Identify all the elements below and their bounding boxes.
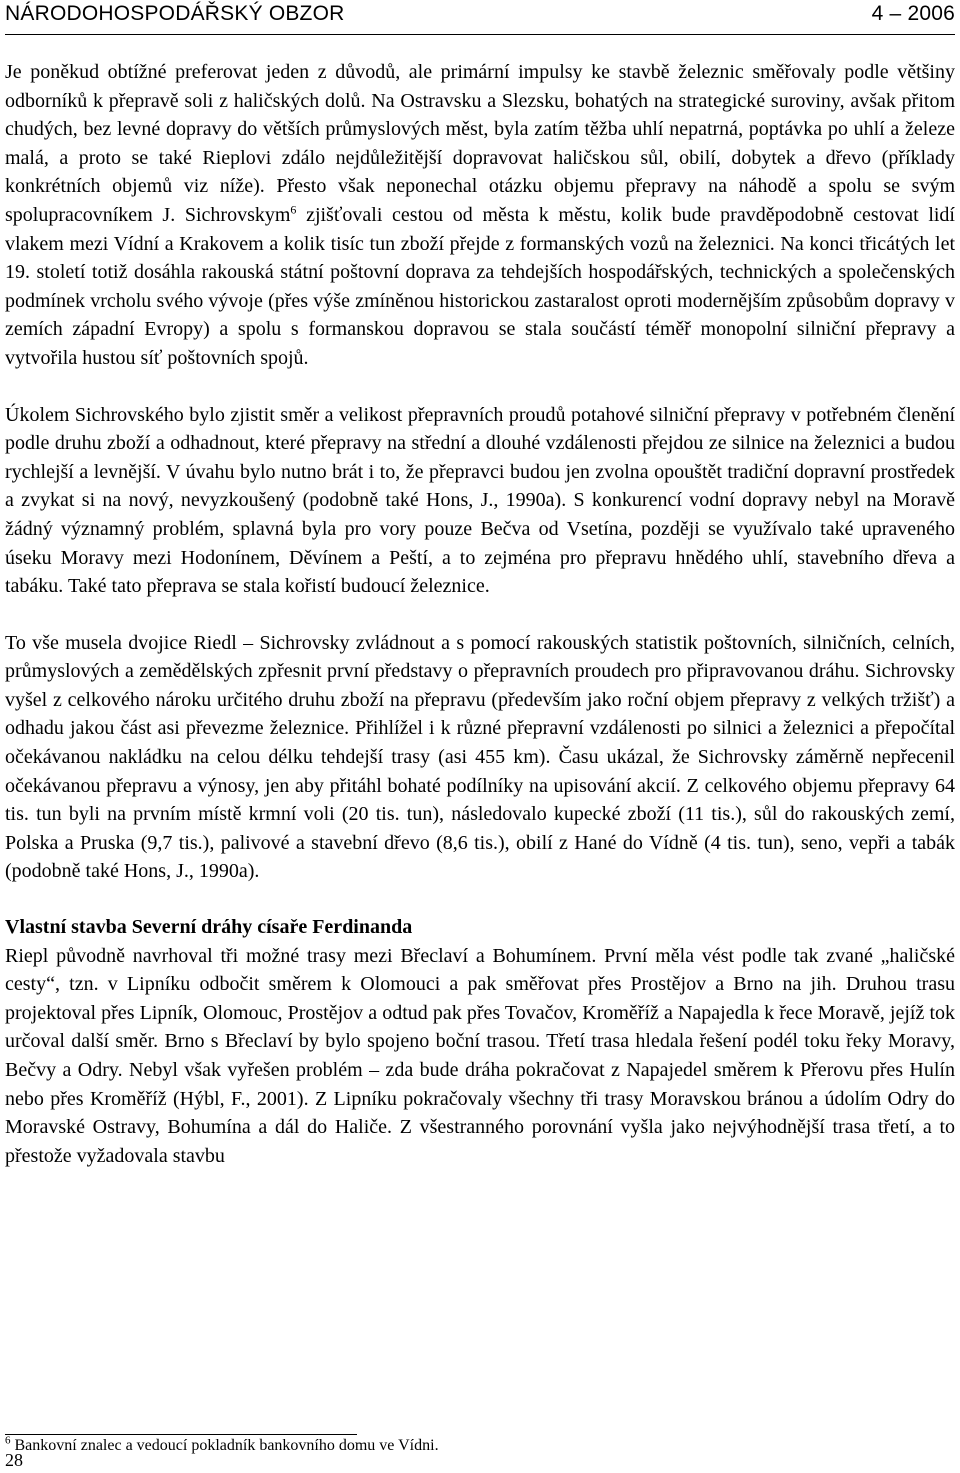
footnote-separator	[5, 1434, 357, 1435]
section-paragraph: Riepl původně navrhoval tři možné trasy mezi Břeclaví a Bohumínem. První měla vést podle tak zvané „haličské cesty“, tzn. v Lipníku odbočit směrem k Olomouci a pak směřovat přes Prostějov a Brno na jih. Druhou trasu projektoval přes Lipník, Olomouc, Prostějov a odtud pak přes Tovačov, Kroměříž a Napajedla k řece Moravě, jejíž tok určoval další směr. Brno s Břeclaví by bylo spojeno boční trasou. Třetí trasa hledala řešení podél toku řeky Moravy, Bečvy a Odry. Nebyl však vyřešen problém – zda bude dráha pokračovat z Napajedel směrem k Přerovu přes Hulín nebo přes Kroměříž (Hýbl, F., 2001). Z Lipníku pokračovaly všechny tři trasy Moravskou bránou a údolím Odry do Moravské Ostravy, Bohumína a dál do Haliče. Z všestranného porovnání vyšla jako nejvýhodnější trasa třetí, a to přestože vyžadovala stavbu	[5, 944, 955, 1167]
paragraph-1	[5, 58, 955, 373]
footnote	[5, 1434, 439, 1455]
journal-title: NÁRODOHOSPODÁŘSKÝ OBZOR	[5, 2, 345, 25]
page-number: 28	[5, 1450, 23, 1470]
paragraph-1-text-cont: zjišťovali cestou od města k městu, kolik bude pravděpodobně cestovat lidí vlakem mezi Vídní a Krakovem a kolik tisíc tun zboží přejde z formanských vozů na železnici. Na konci třicátých let 19. století totiž dosáhla rakouská státní poštovní doprava za tehdejších hospodářských, technických a společenských podmínek vrcholu svého vývoje (přes výše zmíněnou historickou zastaralost oproti modernějším způsobům dopravy v zemích západní Evropy) a spolu s formanskou dopravou se stala součástí téměř monopolní silniční přepravy a vytvořila hustou síť poštovních spojů.	[5, 203, 955, 369]
footnote-mark: 6	[5, 1434, 11, 1447]
body-text	[5, 58, 955, 1170]
paragraph-1-text: Je poněkud obtížné preferovat jeden z důvodů, ale primární impulsy ke stavbě železnic směřovaly podle většiny odborníků k přepravě soli z haličských dolů. Na Ostravsku a Slezsku, bohatých na strategické suroviny, avšak přitom chudých, bez levné dopravy do větších průmyslových měst, byla zatím těžba uhlí nepatrná, poptávka po uhlí a železe malá, a proto se také Rieplovi zdálo nejdůležitější dopravovat haličskou sůl, obilí, dobytek a dřevo (příklady konkrétních objemů viz níže). Přesto však neponechal otázku objemu přepravy na náhodě a spolu se svým spolupracovníkem J. Sichrovskym	[5, 61, 955, 226]
footnote-reference[interactable]: 6	[290, 202, 297, 217]
issue-number: 4 – 2006	[871, 2, 955, 25]
running-header	[5, 2, 955, 35]
section-heading: Vlastní stavba Severní dráhy císaře Ferdinanda	[5, 916, 413, 939]
paragraph-3: To vše musela dvojice Riedl – Sichrovsky zvládnout a s pomocí rakouských statistik poštovních, silničních, celních, průmyslových a zemědělských zpřesnit první představy o přepravních proudech pro připravovanou dráhu. Sichrovsky vyšel z celkového nároku určitého druhu zboží na přepravu (především jako roční objem přepravy z velkých tržišť) a odhadu jakou část asi převezme železnice. Přihlížel i k různé přepravní vzdálenosti po silnici a železnici a přepočítal očekávanou nakládku na celou délku tehdejší trasy (asi 455 km). Času ukázal, že Sichrovsky záměrně nepřecenil očekávanou přepravu a výnosy, jen aby přitáhl bohaté podílníky na upisování akcií. Z celkového objemu přepravy 64 tis. tun byli na prvním místě krmní voli (20 tis. tun), následovalo kupecké zboží (11 tis.), sůl do rakouských zemí, Polska a Pruska (9,7 tis.), palivové a stavební dřevo (8,6 tis.), obilí z Hané do Vídně (4 tis. tun), seno, vepři a tabák (podobně také Hons, J., 1990a).	[5, 631, 955, 883]
paragraph-2: Úkolem Sichrovského bylo zjistit směr a velikost přepravních proudů potahové silniční přepravy v potřebném členění podle druhu zboží a odhadnout, které přepravy na střední a dlouhé vzdálenosti přejdou ze silnice na železnici a budou rychlejší a levnější. V úvahu bylo nutno brát i to, že přepravci budou jen zvolna opouštět tradiční dopravní prostředek a zvykat si na nový, nevyzkoušený (podobně také Hons, J., 1990a). S konkurencí vodní dopravy nebyl na Moravě žádný významný problém, splavná byla pro vory pouze Bečva od Vsetína, později se využívalo také upraveného úseku Moravy mezi Hodonínem, Děvínem a Peští, a to zejména pro přepravu hnědého uhlí, stavebního dřeva a tabáku. Také tato přeprava se stala kořistí budoucí železnice.	[5, 403, 955, 598]
footnote-text: Bankovní znalec a vedoucí pokladník bankovního domu ve Vídni.	[10, 1437, 439, 1454]
